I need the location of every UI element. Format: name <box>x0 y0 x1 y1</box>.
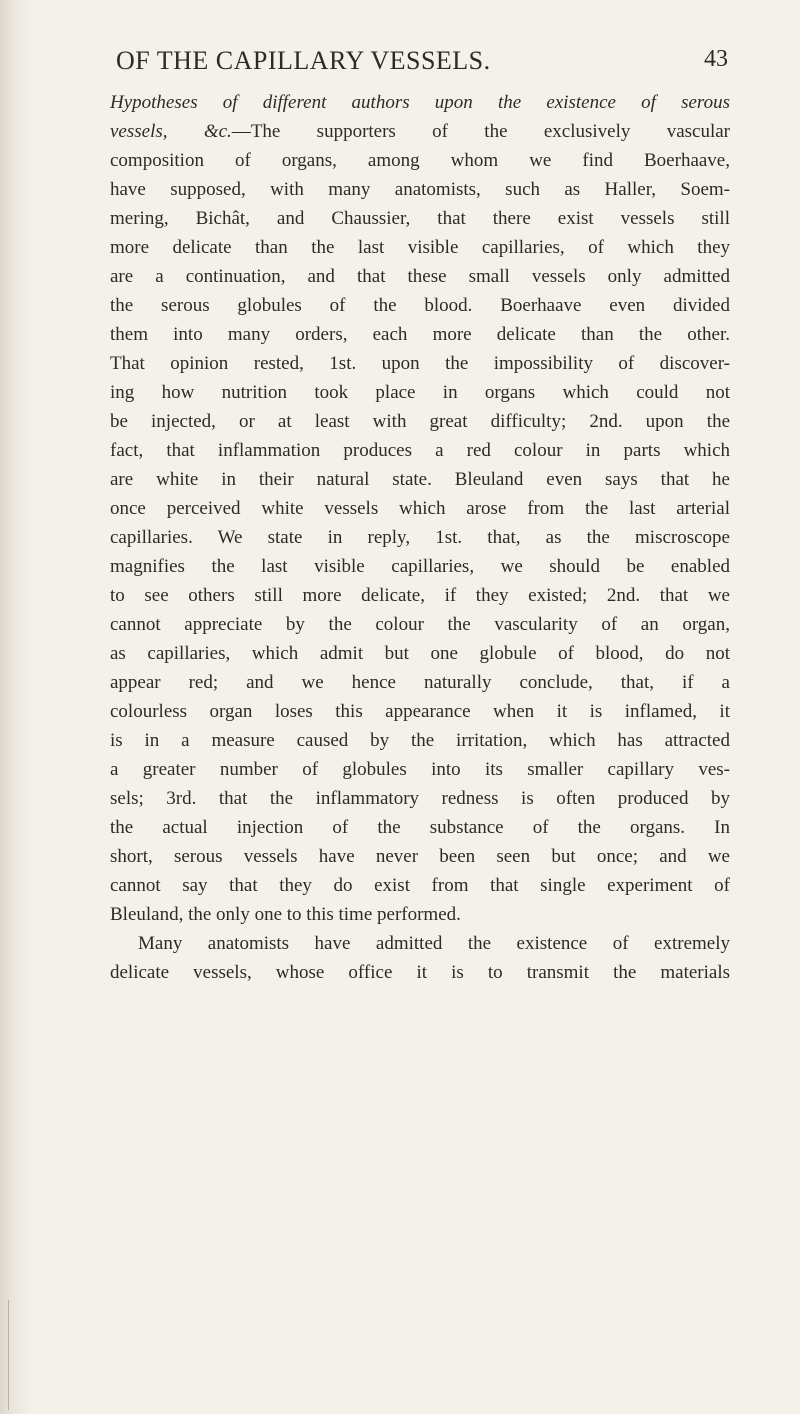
text-line: the serous globules of the blood. Boerhaave even divided <box>110 295 730 316</box>
text-line: once perceived white vessels which arose from the last arterial <box>110 498 730 519</box>
text-line-rest: —The supporters of the exclusively vascular <box>231 121 731 142</box>
text-line: ing how nutrition took place in organs which could not <box>110 382 730 403</box>
running-head <box>116 46 728 80</box>
text-line: have supposed, with many anatomists, such as Haller, Soem- <box>110 179 730 200</box>
text-line: cannot say that they do exist from that single experiment of <box>110 875 730 896</box>
paragraph-heading-end: vessels, &c. <box>110 121 232 142</box>
text-line: Many anatomists have admitted the existence of extremely <box>138 933 730 954</box>
text-line: the actual injection of the substance of the organs. In <box>110 817 730 838</box>
text-line: composition of organs, among whom we find Boerhaave, <box>110 150 730 171</box>
text-line: delicate vessels, whose office it is to transmit the materials <box>110 962 730 983</box>
text-line: be injected, or at least with great difficulty; 2nd. upon the <box>110 411 730 432</box>
text-line: Bleuland, the only one to this time performed. <box>110 904 461 925</box>
text-line: to see others still more delicate, if they existed; 2nd. that we <box>110 585 730 606</box>
page-number: 43 <box>704 46 728 72</box>
text-line: as capillaries, which admit but one globule of blood, do not <box>110 643 730 664</box>
text-line: them into many orders, each more delicate than the other. <box>110 324 730 345</box>
text-line: are white in their natural state. Bleuland even says that he <box>110 469 730 490</box>
text-line: sels; 3rd. that the inflammatory redness is often produced by <box>110 788 730 809</box>
text-line: magnifies the last visible capillaries, we should be enabled <box>110 556 730 577</box>
running-title: OF THE CAPILLARY VESSELS. <box>116 46 491 75</box>
text-line: colourless organ loses this appearance when it is inflamed, it <box>110 701 730 722</box>
text-line: cannot appreciate by the colour the vascularity of an organ, <box>110 614 730 635</box>
text-line: mering, Bichât, and Chaussier, that there exist vessels still <box>110 208 730 229</box>
binding-edge <box>8 1300 9 1410</box>
text-line: capillaries. We state in reply, 1st. that, as the miscroscope <box>110 527 730 548</box>
body-text <box>110 88 730 987</box>
text-line: That opinion rested, 1st. upon the impossibility of discover- <box>110 353 730 374</box>
text-line: is in a measure caused by the irritation, which has attracted <box>110 730 730 751</box>
text-line <box>110 117 730 146</box>
paragraph-heading-line: Hypotheses of different authors upon the existence of serous <box>110 92 730 113</box>
text-line: more delicate than the last visible capillaries, of which they <box>110 237 730 258</box>
text-line: a greater number of globules into its smaller capillary ves- <box>110 759 730 780</box>
text-line: short, serous vessels have never been seen but once; and we <box>110 846 730 867</box>
text-line: fact, that inflammation produces a red colour in parts which <box>110 440 730 461</box>
binding-shadow <box>0 0 34 1414</box>
text-line: are a continuation, and that these small vessels only admitted <box>110 266 730 287</box>
text-line: appear red; and we hence naturally conclude, that, if a <box>110 672 730 693</box>
